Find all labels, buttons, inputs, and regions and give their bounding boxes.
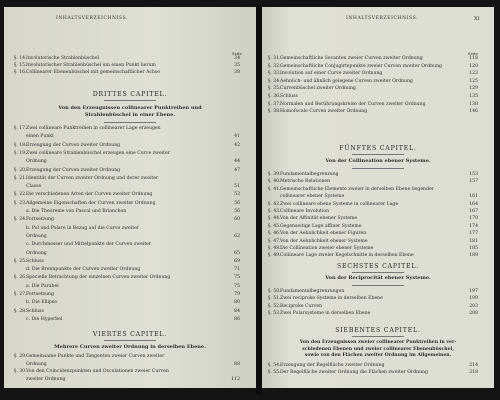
toc-page-number: 42 (234, 142, 240, 148)
entry-title: Der Regelfläche zweiter Ordnung die Flächen zweiter Ordnung (280, 370, 428, 376)
entry-title: a. Die Theoreme von Pascal und Brianchon (26, 209, 127, 214)
toc-entry (14, 202, 156, 207)
section-number: §. 33. (268, 71, 281, 77)
toc-page-number: 129 (469, 86, 478, 92)
toc-page-number: 218 (469, 370, 478, 376)
entry-title: Ordnung (26, 250, 47, 256)
toc-entry (268, 65, 442, 70)
heading-rule (352, 154, 404, 155)
toc-page-number: 56 (234, 200, 240, 206)
running-head: INHALTSVERZEICHNISS. (346, 16, 419, 21)
entry-title: Zwei collineare Strahlenbüschel erzeugen eine Curve zweiter (26, 150, 170, 156)
toc-entry (26, 235, 47, 240)
toc-page-number: 197 (469, 289, 478, 294)
toc-page-number: 56 (234, 209, 240, 214)
toc-entry (14, 260, 44, 265)
entry-title: Zwei collineare ebene Systeme in collinearer Lage (280, 201, 399, 207)
section-number: §. 43. (268, 209, 281, 214)
section-number: §. 39. (268, 172, 281, 177)
toc-entry (14, 310, 44, 315)
entry-title: a. Die Parabel (26, 283, 59, 289)
entry-title: Normalen und Berührungskreise der Curven zweiter Ordnung (280, 101, 426, 107)
toc-entry (268, 173, 339, 178)
left-page (4, 7, 256, 388)
toc-entry (268, 305, 322, 310)
toc-entry (14, 127, 161, 132)
toc-page-number: 157 (469, 179, 478, 185)
toc-entry (268, 312, 370, 317)
section-number: §. 45. (268, 223, 281, 229)
toc-page-number: 60 (234, 217, 240, 223)
toc-page-number: 208 (469, 311, 478, 317)
entry-title: Erzeugung der Regelfläche zweiter Ordnung (280, 363, 385, 368)
toc-page-number: 86 (234, 316, 240, 322)
toc-entry (268, 364, 385, 369)
section-number: §. 41. (268, 186, 281, 192)
section-number: §. 29. (14, 354, 27, 359)
toc-entry: §. 16.Collinearer Ebenenbüschel mit gemeinschaftlicher Achse (14, 70, 160, 75)
section-number: §. 38. (268, 109, 281, 115)
toc-page-number: 47 (234, 167, 240, 173)
chapter-heading: SIEBENTES CAPITEL. (335, 327, 421, 334)
section-number: §. 30. (14, 369, 27, 374)
toc-page-number: 135 (469, 94, 478, 99)
section-number: §. 35. (268, 86, 281, 92)
toc-page-number: 138 (469, 101, 478, 107)
entry-title: einen Punkt (26, 134, 54, 140)
entry-title: Specielle Betrachtung der einzelnen Curven zweiter Ordnung (26, 275, 171, 281)
toc-entry (26, 318, 62, 323)
entry-title: Aehnlich- und ähnlich gelegene Curven zweiter Ordnung (280, 78, 413, 84)
section-number: §. 31. (268, 56, 281, 61)
toc-entry (26, 185, 41, 190)
entry-title: Metrische Relationen (280, 179, 331, 185)
toc-entry (14, 355, 164, 360)
entry-title: Von der Aehnlichkeit ebener Systeme (280, 238, 368, 244)
toc-entry (14, 152, 170, 157)
entry-title: Homofocale Curven zweiter Ordnung (280, 109, 368, 115)
toc-entry (14, 293, 54, 298)
entry-title: Schluss (280, 94, 298, 99)
toc-page-number: 181 (469, 238, 478, 244)
entry-title: Fortsetzung (26, 292, 54, 297)
toc-page-number: 71 (234, 267, 240, 273)
entry-title: Schluss (26, 308, 44, 314)
toc-page-number: 44 (234, 159, 240, 165)
chapter-heading: DRITTES CAPITEL. (92, 91, 168, 98)
entry-title: collinearer ebener Systeme (280, 194, 345, 200)
toc-entry (268, 103, 426, 108)
entry-title: Die Collineation zweier ebener Systeme (280, 246, 374, 251)
entry-title: Gemeinschaftliche Secanten zweier Curven zweiter Ordnung (280, 56, 423, 61)
section-number: §. 28. (14, 308, 27, 314)
heading-rule (352, 168, 404, 169)
entry-title: b. Die Ellipse (26, 300, 57, 306)
section-number: §. 51. (268, 296, 281, 302)
section-number: §. 20. (14, 167, 27, 173)
section-number: §. 26. (14, 275, 27, 281)
toc-entry (26, 210, 126, 215)
toc-entry (26, 160, 47, 165)
heading-rule (104, 122, 156, 123)
entry-title: Fundamentalbegrenzung (280, 172, 339, 177)
section-number: §. 44. (268, 216, 281, 222)
entry-title: Fundamentalbegrenzungen (280, 289, 345, 294)
section-number: §. 22. (14, 192, 27, 198)
toc-page-number: 170 (469, 216, 478, 222)
toc-entry (268, 240, 368, 245)
section-number: §. 17. (14, 126, 27, 131)
toc-entry (26, 252, 47, 257)
section-number: §. 55. (268, 370, 281, 376)
toc-entry (268, 247, 373, 252)
section-number: §. 48. (268, 246, 281, 251)
entry-title: Ordnung (26, 159, 47, 165)
toc-page-number: 125 (469, 78, 478, 84)
chapter-subtitle: Von der Collineation ebener Systeme. (325, 158, 431, 164)
entry-title: Ordnung (26, 233, 47, 239)
entry-title: Gemeinschaftliche Elemente zweier in derselben Ebene liegender (280, 186, 434, 192)
toc-page-number: 164 (469, 201, 478, 207)
toc-page-number: 75 (234, 283, 240, 289)
section-number: §. 37. (268, 101, 281, 107)
toc-entry (26, 243, 151, 248)
toc-entry (268, 210, 329, 215)
entry-title: Erzeugung der Curven zweiter Ordnung (26, 142, 121, 148)
section-number: §. 24. (14, 217, 27, 223)
entry-title: Allgemeine Eigenschaften der Curven zweiter Ordnung (26, 200, 156, 206)
toc-page-number: 75 (234, 275, 240, 281)
heading-rule (352, 285, 404, 286)
toc-entry: §. 15.Involutorischer Strahlenbüschel um einen Punkt herum (14, 63, 156, 68)
toc-entry (268, 297, 383, 302)
entry-title: Reciproke Curven (280, 303, 323, 309)
heading-rule (352, 336, 404, 337)
heading-rule (352, 272, 404, 273)
toc-page-number: 69 (234, 258, 240, 264)
toc-entry (26, 378, 65, 383)
running-head: INHALTSVERZEICHNISS. (56, 16, 129, 21)
toc-entry (268, 254, 414, 259)
toc-page-number: 53 (234, 192, 240, 198)
toc-page-number: 120 (469, 63, 478, 69)
section-number: §. 54. (268, 363, 281, 368)
section-number: §. 36. (268, 94, 281, 99)
page-number: XI (474, 16, 480, 22)
seite-label: Seite (232, 51, 242, 56)
toc-page-number: 62 (234, 233, 240, 239)
chapter-subtitle: Von der Reciprocität ebener Systeme. (325, 275, 431, 281)
entry-title: Gemeinsame Punkte und Tangenten zweier Curven zweiter (26, 354, 165, 359)
entry-title: Zwei collineare Punktreihen in collinearer Lage erzeugen (26, 126, 161, 131)
toc-entry (268, 80, 413, 85)
entry-title: Curvenbüschel zweiter Ordnung (280, 86, 356, 92)
chapter-heading: VIERTES CAPITEL. (92, 331, 168, 338)
section-number: §. 32. (268, 63, 281, 69)
toc-entry (268, 95, 298, 100)
toc-entry (26, 227, 139, 232)
toc-page-number: 41 (234, 134, 240, 140)
toc-entry (268, 180, 330, 185)
toc-page-number: 199 (469, 296, 478, 302)
toc-page-number: 203 (469, 303, 478, 309)
entry-title: b. Pol und Polare in Bezug auf die Curve zweiter (26, 225, 139, 231)
toc-page-number: 65 (234, 250, 240, 256)
toc-page-number: 161 (469, 194, 478, 200)
toc-page-number: 118 (469, 56, 478, 61)
entry-title: Collineare Lage zweier Kegelschnitte in derselben Ebene (280, 253, 414, 259)
toc-entry (268, 110, 367, 115)
toc-entry (280, 195, 344, 200)
entry-title: Identität der Curven zweiter Ordnung und derer zweiter (26, 175, 159, 181)
entry-title: Involution auf einer Curve zweiter Ordnung (280, 71, 383, 77)
section-number: §. 25. (14, 258, 27, 264)
toc-page-number: 167 (469, 209, 478, 214)
entry-title: Fortsetzung (26, 217, 54, 223)
chapter-subtitle: Von den Erzeugnissen collinearer Punktreihen und Strahlenbüschel in einer Ebene. (58, 105, 202, 119)
entry-title: Classe (26, 184, 42, 190)
section-number: §. 42. (268, 201, 281, 207)
heading-rule (104, 100, 156, 101)
toc-page-number: 88 (234, 361, 240, 367)
section-number: §. 19. (14, 150, 27, 156)
section-number: §. 34. (268, 78, 281, 84)
toc-entry (268, 217, 357, 222)
section-number: §. 49. (268, 253, 281, 259)
toc-entry (268, 57, 423, 62)
chapter-heading: FÜNFTES CAPITEL. (339, 145, 417, 152)
toc-entry (14, 276, 170, 281)
entry-title: c. Durchmesser und Mittelpunkte der Curven zweiter (26, 242, 152, 248)
toc-page-number: 80 (234, 300, 240, 306)
chapter-subtitle: Mehrere Curven zweiter Ordnung in derselben Ebene. (54, 344, 206, 350)
entry-title: zweiter Ordnung (26, 376, 66, 382)
toc-entry (26, 285, 59, 290)
toc-page-number: 146 (469, 109, 478, 115)
toc-entry (14, 218, 54, 223)
section-number: §. 52. (268, 303, 281, 309)
entry-title: Von der Aehnlichkeit ebener Figuren (280, 231, 367, 237)
toc-page-number: 174 (469, 223, 478, 229)
entry-title: Gemeinschaftliche Conjugirtepunkte zweier Curven zweiter Ordnung (280, 63, 442, 69)
toc-entry (14, 144, 120, 149)
toc-page-number: 123 (469, 71, 478, 77)
toc-page-number: 214 (469, 363, 478, 368)
entry-title: Gegenseitige Lage affiner Systeme (280, 223, 362, 229)
section-number: §. 47. (268, 238, 281, 244)
toc-entry (14, 193, 152, 198)
chapter-heading: SECHSTES CAPITEL. (336, 263, 420, 270)
toc-entry (268, 371, 428, 376)
toc-entry (268, 232, 366, 237)
toc-entry: §. 14.Involutorische Strahlenbüschel (14, 56, 99, 61)
entry-title: d. Die Brennpunkte der Curven zweiter Ordnung (26, 267, 141, 273)
toc-page-number: 112 (231, 376, 240, 382)
toc-page-number: 177 (469, 231, 478, 237)
entry-title: Erzeugung der Curven zweiter Ordnung (26, 167, 121, 173)
toc-page-number: 189 (469, 253, 478, 259)
entry-title: Von der Affinität ebener Systeme (280, 216, 358, 222)
section-number: §. 18. (14, 142, 27, 148)
toc-page-number: 79 (234, 292, 240, 297)
right-page (262, 7, 494, 388)
entry-title: Collineare Involution (280, 209, 330, 214)
section-number: §. 27. (14, 292, 27, 297)
toc-entry (14, 177, 158, 182)
section-number: §. 23. (14, 200, 27, 206)
toc-page-number: 34 (234, 56, 240, 61)
entry-title: Die verschiedenen Arten der Curven zweiter Ordnung (26, 192, 153, 198)
entry-title: Ordnung (26, 361, 47, 367)
toc-entry (268, 72, 382, 77)
toc-page-number: 38 (234, 70, 240, 75)
seite-label: Seite (468, 51, 478, 56)
heading-rule (104, 340, 156, 341)
toc-entry (26, 363, 47, 368)
toc-entry (268, 188, 434, 193)
toc-entry (26, 135, 54, 140)
section-number: §. 46. (268, 231, 281, 237)
toc-page-number: 84 (234, 308, 240, 314)
chapter-subtitle: Von den Erzeugnissen zweier collinearer Punktreihen in ver- schiedenen Ebenen und zweier collinearer Ebenenbüschel, sowie von den Flächen zweiter Ordnung im Allgemeinen. (299, 340, 457, 359)
toc-entry (268, 290, 344, 295)
section-number: §. 40. (268, 179, 281, 185)
toc-entry (26, 301, 57, 306)
toc-page-number: 35 (234, 63, 240, 68)
section-number: §. 53. (268, 311, 281, 317)
toc-entry (14, 370, 169, 375)
section-number: §. 21. (14, 175, 27, 181)
toc-page-number: 185 (469, 246, 478, 251)
toc-entry (268, 87, 356, 92)
entry-title: Von den Coincidenzpunkten und Osculationen zweier Curven (26, 369, 169, 374)
entry-title: c. Die Hyperbel (26, 316, 63, 322)
toc-page-number: 153 (469, 172, 478, 177)
toc-page-number: 51 (234, 184, 240, 190)
entry-title: Zwei reciproke Systeme in derselben Ebene (280, 296, 383, 302)
toc-entry (14, 169, 120, 174)
toc-entry (268, 203, 398, 208)
entry-title: Schluss (26, 258, 44, 264)
toc-entry (26, 268, 140, 273)
section-number: §. 50. (268, 289, 281, 294)
toc-entry (268, 225, 361, 230)
entry-title: Zwei Polarsysteme in derselben Ebene (280, 311, 371, 317)
